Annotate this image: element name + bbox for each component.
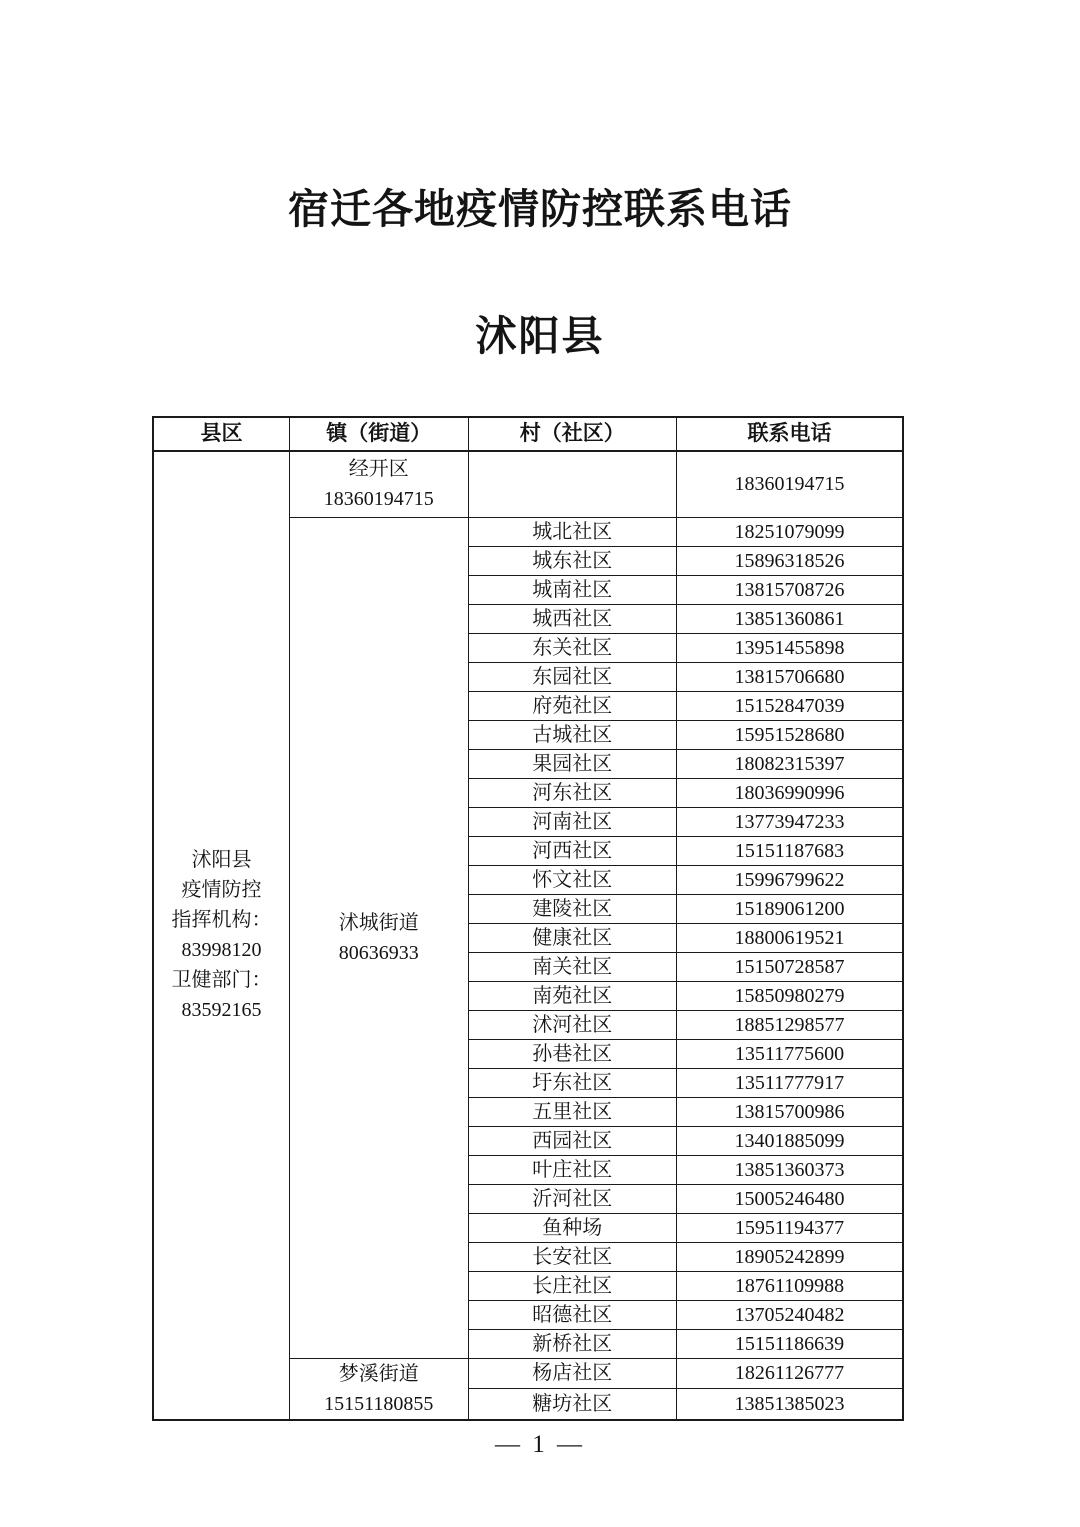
- village-cell: 河东社区: [468, 778, 677, 807]
- village-cell: 昭德社区: [468, 1300, 677, 1329]
- village-cell: 西园社区: [468, 1126, 677, 1155]
- village-cell: 城东社区: [468, 546, 677, 575]
- phone-cell: 13511775600: [677, 1039, 904, 1068]
- county-cell-line: 83998120: [181, 939, 262, 962]
- village-cell: 东关社区: [468, 633, 677, 662]
- town-cell-line: 80636933: [338, 941, 419, 964]
- phone-cell: 15951528680: [677, 720, 904, 749]
- village-cell: 南关社区: [468, 952, 677, 981]
- village-cell: 怀文社区: [468, 865, 677, 894]
- table-row: [153, 451, 903, 517]
- phone-cell: 18851298577: [677, 1010, 904, 1039]
- phone-cell: 13815708726: [677, 575, 904, 604]
- column-header-village: 村（社区）: [468, 417, 677, 451]
- county-cell-line: 卫健部门：: [171, 969, 272, 992]
- village-cell: [468, 451, 677, 517]
- column-header-town: 镇（街道）: [290, 417, 469, 451]
- village-cell: 府苑社区: [468, 691, 677, 720]
- phone-cell: 18905242899: [677, 1242, 904, 1271]
- town-cell-line: 经开区: [348, 458, 409, 481]
- phone-cell: 15151186639: [677, 1329, 904, 1358]
- phone-cell: 13815700986: [677, 1097, 904, 1126]
- county-cell: [153, 451, 290, 1420]
- contact-table-header: [153, 417, 903, 451]
- village-cell: 河西社区: [468, 836, 677, 865]
- town-cell-line: 梦溪街道: [338, 1362, 419, 1385]
- phone-cell: 15896318526: [677, 546, 904, 575]
- village-cell: 鱼种场: [468, 1213, 677, 1242]
- village-cell: 建陵社区: [468, 894, 677, 923]
- village-cell: 古城社区: [468, 720, 677, 749]
- county-cell-line: 指挥机构：: [171, 909, 272, 932]
- phone-cell: 18036990996: [677, 778, 904, 807]
- village-cell: 沭河社区: [468, 1010, 677, 1039]
- village-cell: 五里社区: [468, 1097, 677, 1126]
- town-cell-line: 沭城街道: [338, 911, 419, 934]
- village-cell: 城西社区: [468, 604, 677, 633]
- phone-cell: 15189061200: [677, 894, 904, 923]
- town-cell: [290, 517, 469, 1358]
- phone-cell: 15152847039: [677, 691, 904, 720]
- county-title: 沭阳县: [475, 313, 605, 359]
- phone-cell: 18251079099: [677, 517, 904, 546]
- town-cell-line: 18360194715: [323, 488, 434, 511]
- town-cell-line: 15151180855: [324, 1392, 434, 1415]
- village-cell: 城南社区: [468, 575, 677, 604]
- county-cell-line: 83592165: [181, 999, 262, 1022]
- phone-cell: 15150728587: [677, 952, 904, 981]
- phone-cell: 13705240482: [677, 1300, 904, 1329]
- village-cell: 新桥社区: [468, 1329, 677, 1358]
- document-title: 宿迁各地疫情防控联系电话: [288, 186, 792, 232]
- header-row: [153, 417, 903, 451]
- phone-cell: 15996799622: [677, 865, 904, 894]
- column-header-county: 县区: [153, 417, 290, 451]
- phone-cell: 13773947233: [677, 807, 904, 836]
- phone-cell: 15151187683: [677, 836, 904, 865]
- village-cell: 东园社区: [468, 662, 677, 691]
- phone-cell: 13401885099: [677, 1126, 904, 1155]
- village-cell: 糖坊社区: [468, 1388, 677, 1419]
- town-cell: [290, 451, 469, 517]
- village-cell: 健康社区: [468, 923, 677, 952]
- contact-table-body: [153, 451, 903, 1420]
- village-cell: 河南社区: [468, 807, 677, 836]
- phone-cell: 15951194377: [677, 1213, 904, 1242]
- village-cell: 南苑社区: [468, 981, 677, 1010]
- county-cell-line: 沭阳县: [191, 849, 252, 872]
- phone-cell: 15005246480: [677, 1184, 904, 1213]
- village-cell: 孙巷社区: [468, 1039, 677, 1068]
- village-cell: 果园社区: [468, 749, 677, 778]
- phone-cell: 13851360861: [677, 604, 904, 633]
- village-cell: 叶庄社区: [468, 1155, 677, 1184]
- contact-table: [152, 416, 904, 1421]
- village-cell: 城北社区: [468, 517, 677, 546]
- phone-cell: 15850980279: [677, 981, 904, 1010]
- town-cell: [290, 1358, 469, 1420]
- phone-cell: 13511777917: [677, 1068, 904, 1097]
- village-cell: 长安社区: [468, 1242, 677, 1271]
- phone-cell: 13851360373: [677, 1155, 904, 1184]
- phone-cell: 13815706680: [677, 662, 904, 691]
- county-cell-line: 疫情防控: [181, 879, 262, 902]
- phone-cell: 18800619521: [677, 923, 904, 952]
- village-cell: 长庄社区: [468, 1271, 677, 1300]
- phone-cell: 13951455898: [677, 633, 904, 662]
- village-cell: 圩东社区: [468, 1068, 677, 1097]
- village-cell: 沂河社区: [468, 1184, 677, 1213]
- phone-cell: 13851385023: [677, 1388, 904, 1419]
- village-cell: 杨店社区: [468, 1358, 677, 1388]
- phone-cell: 18360194715: [677, 451, 904, 517]
- phone-cell: 18761109988: [677, 1271, 904, 1300]
- page-number: — 1 —: [495, 1430, 585, 1458]
- column-header-phone: 联系电话: [677, 417, 904, 451]
- phone-cell: 18082315397: [677, 749, 904, 778]
- phone-cell: 18261126777: [677, 1358, 904, 1388]
